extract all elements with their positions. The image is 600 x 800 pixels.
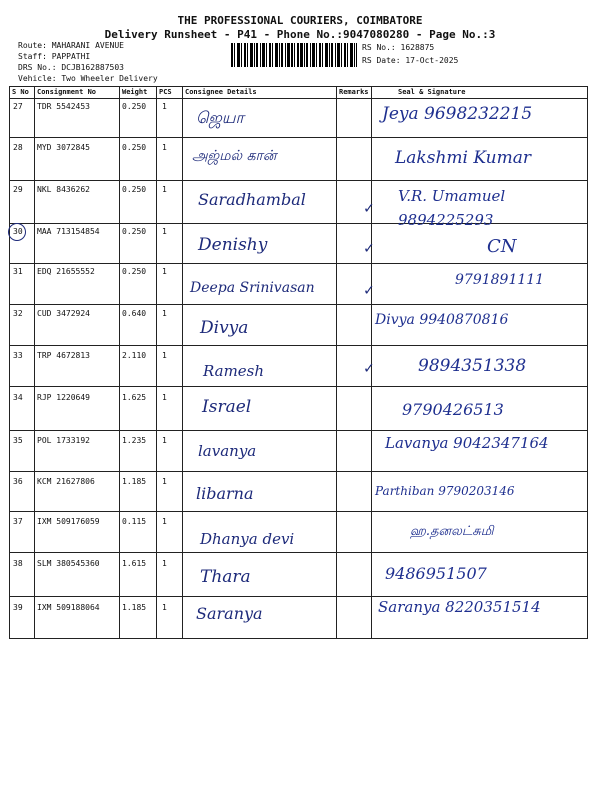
row-sno: 28 xyxy=(13,143,23,152)
row-consignment-no: CUD 3472924 xyxy=(37,309,90,318)
row-weight: 0.250 xyxy=(122,185,147,194)
col-header-weight: Weight xyxy=(122,88,148,96)
runsheet-title: Delivery Runsheet - P41 - Phone No.:9047080280 - Page No.:3 xyxy=(104,28,496,41)
row-weight: 0.115 xyxy=(122,517,147,526)
row-consignee-handwritten: Israel xyxy=(202,397,252,417)
row-consignee-handwritten: Denishy xyxy=(198,235,268,255)
row-weight: 1.235 xyxy=(122,436,147,445)
row-consignee-handwritten: Ramesh xyxy=(203,362,265,380)
row-consignment-no: MAA 713154854 xyxy=(37,227,100,236)
row-sno: 36 xyxy=(13,477,23,486)
row-signature-handwritten: Lavanya 9042347164 xyxy=(385,434,549,452)
row-weight: 1.185 xyxy=(122,603,147,612)
row-sno: 39 xyxy=(13,603,23,612)
row-pcs: 1 xyxy=(162,436,167,445)
row-weight: 0.250 xyxy=(122,267,147,276)
row-pcs: 1 xyxy=(162,185,167,194)
row-consignment-no: KCM 21627806 xyxy=(37,477,95,486)
row-weight: 0.250 xyxy=(122,143,147,152)
row-consignment-no: IXM 509176059 xyxy=(37,517,100,526)
row-sno: 30 xyxy=(13,227,23,236)
tick-mark-icon: ✓ xyxy=(364,358,374,377)
drs-label: DRS No.: DCJB162887503 xyxy=(18,63,124,72)
row-pcs: 1 xyxy=(162,267,167,276)
row-consignment-no: NKL 8436262 xyxy=(37,185,90,194)
row-pcs: 1 xyxy=(162,477,167,486)
row-sno: 29 xyxy=(13,185,23,194)
row-weight: 0.250 xyxy=(122,102,147,111)
tick-mark-icon: ✓ xyxy=(364,198,374,217)
row-sno: 31 xyxy=(13,267,23,276)
row-sno: 33 xyxy=(13,351,23,360)
row-signature-handwritten: Saranya 8220351514 xyxy=(378,598,541,616)
col-header-sno: S No xyxy=(12,88,29,96)
row-sno: 27 xyxy=(13,102,23,111)
row-consignee-handwritten: ஜெயா xyxy=(196,108,244,127)
row-pcs: 1 xyxy=(162,309,167,318)
row-signature-handwritten: V.R. Umamuel 9894225293 xyxy=(398,187,506,229)
row-signature-handwritten: 9486951507 xyxy=(385,564,487,583)
col-header-consignment: Consignment No xyxy=(37,88,97,96)
row-sno: 37 xyxy=(13,517,23,526)
row-weight: 1.625 xyxy=(122,393,147,402)
row-signature-handwritten: 9790426513 xyxy=(402,400,504,419)
route-label: Route: MAHARANI AVENUE xyxy=(18,41,124,50)
row-pcs: 1 xyxy=(162,559,167,568)
col-header-signature: Seal & Signature xyxy=(398,88,466,96)
row-signature-handwritten: 9894351338 xyxy=(418,356,527,376)
row-consignment-no: MYD 3072845 xyxy=(37,143,90,152)
row-weight: 2.110 xyxy=(122,351,147,360)
row-pcs: 1 xyxy=(162,517,167,526)
row-consignee-handwritten: Saranya xyxy=(196,604,263,623)
rs-number: RS No.: 1628875 xyxy=(362,43,435,52)
row-pcs: 1 xyxy=(162,102,167,111)
col-header-pcs: PCS xyxy=(159,88,172,96)
row-pcs: 1 xyxy=(162,227,167,236)
row-weight: 0.640 xyxy=(122,309,147,318)
row-pcs: 1 xyxy=(162,143,167,152)
row-signature-handwritten: 9791891111 xyxy=(455,272,545,288)
row-consignee-handwritten: Divya xyxy=(200,318,249,338)
row-sno: 35 xyxy=(13,436,23,445)
row-pcs: 1 xyxy=(162,351,167,360)
vehicle-label: Vehicle: Two Wheeler Delivery xyxy=(18,74,158,83)
row-consignment-no: SLM 380545360 xyxy=(37,559,100,568)
tick-mark-icon: ✓ xyxy=(364,238,374,257)
row-signature-handwritten: CN xyxy=(487,236,517,257)
rs-date: RS Date: 17-Oct-2025 xyxy=(362,56,459,65)
row-weight: 1.185 xyxy=(122,477,147,486)
staff-label: Staff: PAPPATHI xyxy=(18,52,91,61)
row-consignee-handwritten: Deepa Srinivasan xyxy=(190,280,315,296)
company-title: THE PROFESSIONAL COURIERS, COIMBATORE xyxy=(177,14,423,27)
row-consignee-handwritten: அஜ்மல் கான் xyxy=(192,148,277,164)
row-signature-handwritten: Divya 9940870816 xyxy=(375,312,509,328)
col-header-consignee: Consignee Details xyxy=(185,88,257,96)
row-consignment-no: EDQ 21655552 xyxy=(37,267,95,276)
row-consignee-handwritten: Dhanya devi xyxy=(200,530,295,548)
row-consignment-no: POL 1733192 xyxy=(37,436,90,445)
col-header-remarks: Remarks xyxy=(339,88,369,96)
row-pcs: 1 xyxy=(162,603,167,612)
row-pcs: 1 xyxy=(162,393,167,402)
row-sno: 34 xyxy=(13,393,23,402)
row-signature-handwritten: Parthiban 9790203146 xyxy=(375,484,515,498)
row-consignee-handwritten: libarna xyxy=(196,484,254,503)
row-sno: 38 xyxy=(13,559,23,568)
row-weight: 1.615 xyxy=(122,559,147,568)
row-consignment-no: TDR 5542453 xyxy=(37,102,90,111)
row-consignee-handwritten: Saradhambal xyxy=(198,190,306,209)
row-signature-handwritten: Jeya 9698232215 xyxy=(382,104,533,124)
row-weight: 0.250 xyxy=(122,227,147,236)
row-consignee-handwritten: Thara xyxy=(200,567,251,587)
row-signature-handwritten: ஹ.தனலட்சுமி xyxy=(410,524,494,539)
row-consignment-no: IXM 509188064 xyxy=(37,603,100,612)
row-sno: 32 xyxy=(13,309,23,318)
row-consignee-handwritten: lavanya xyxy=(198,442,257,460)
tick-mark-icon: ✓ xyxy=(364,280,374,299)
row-consignment-no: TRP 4672813 xyxy=(37,351,90,360)
row-signature-handwritten: Lakshmi Kumar xyxy=(395,148,532,168)
row-consignment-no: RJP 1220649 xyxy=(37,393,90,402)
